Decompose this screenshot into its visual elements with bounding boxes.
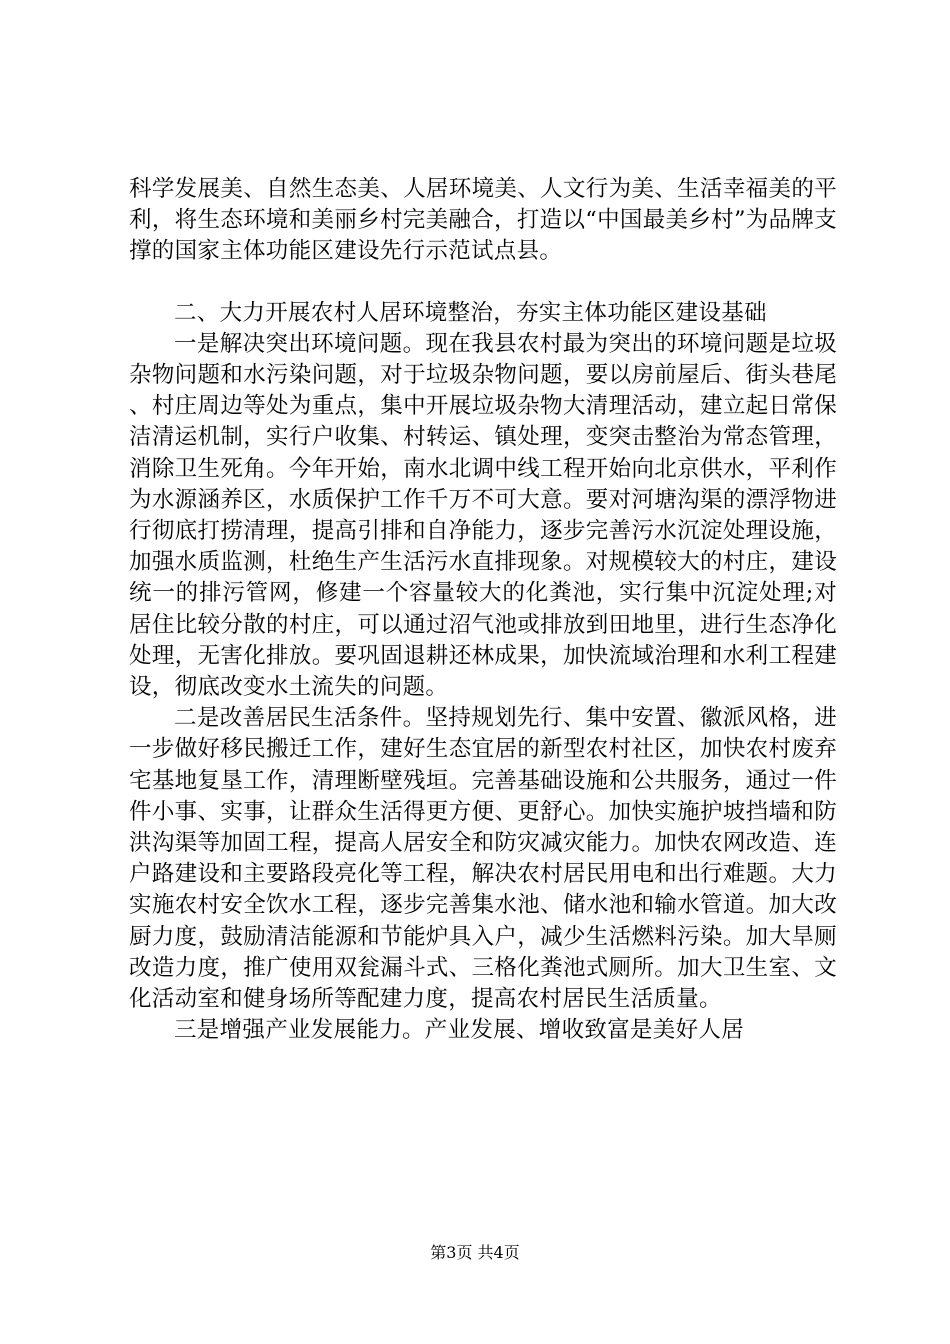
document-body	[129, 174, 837, 1046]
section-heading: 二、大力开展农村人居环境整治，夯实主体功能区建设基础	[174, 299, 767, 326]
paragraph-gap	[129, 268, 837, 298]
page-number-label: 第3页 共4页	[430, 1243, 520, 1262]
paragraph-industry: 三是增强产业发展能力。产业发展、增收致富是美好人居	[174, 1017, 745, 1044]
page-footer	[0, 1243, 950, 1263]
paragraph-intro: 科学发展美、自然生态美、人居环境美、人文行为美、生活幸福美的平利，将生态环境和美丽乡村完美融合，打造以“中国最美乡村”为品牌支撑的国家主体功能区建设先行示范试点县。	[129, 176, 837, 265]
paragraph-living-conditions: 二是改善居民生活条件。坚持规划先行、集中安置、徽派风格，进一步做好移民搬迁工作，建好生态宜居的新型农村社区，加快农村废弃宅基地复垦工作，清理断壁残垣。完善基础设施和公共服务，通过一件件小事、实事，让群众生活得更方便、更舒心。加快实施护坡挡墙和防洪沟渠等加固工程，提高人居安全和防灾减灾能力。加快农网改造、连户路建设和主要路段亮化等工程，解决农村居民用电和出行难题。大力实施农村安全饮水工程，逐步完善集水池、储水池和输水管道。加大改厨力度，鼓励清洁能源和节能炉具入户，减少生活燃料污染。加大旱厕改造力度，推广使用双瓮漏斗式、三格化粪池式厕所。加大卫生室、文化活动室和健身场所等配建力度，提高农村居民生活质量。	[129, 705, 837, 1013]
paragraph-environment: 一是解决突出环境问题。现在我县农村最为突出的环境问题是垃圾杂物问题和水污染问题，对于垃圾杂物问题，要以房前屋后、街头巷尾、村庄周边等处为重点，集中开展垃圾杂物大清理活动，建立起日常保洁清运机制，实行户收集、村转运、镇处理，变突击整治为常态管理，消除卫生死角。今年开始，南水北调中线工程开始向北京供水，平利作为水源涵养区，水质保护工作千万不可大意。要对河塘沟渠的漂浮物进行彻底打捞清理，提高引排和自净能力，逐步完善污水沉淀处理设施，加强水质监测，杜绝生产生活污水直排现象。对规模较大的村庄，建设统一的排污管网，修建一个容量较大的化粪池，实行集中沉淀处理;对居住比较分散的村庄，可以通过沼气池或排放到田地里，进行生态净化处理，无害化排放。要巩固退耕还林成果，加快流域治理和水利工程建设，彻底改变水土流失的问题。	[129, 330, 837, 701]
